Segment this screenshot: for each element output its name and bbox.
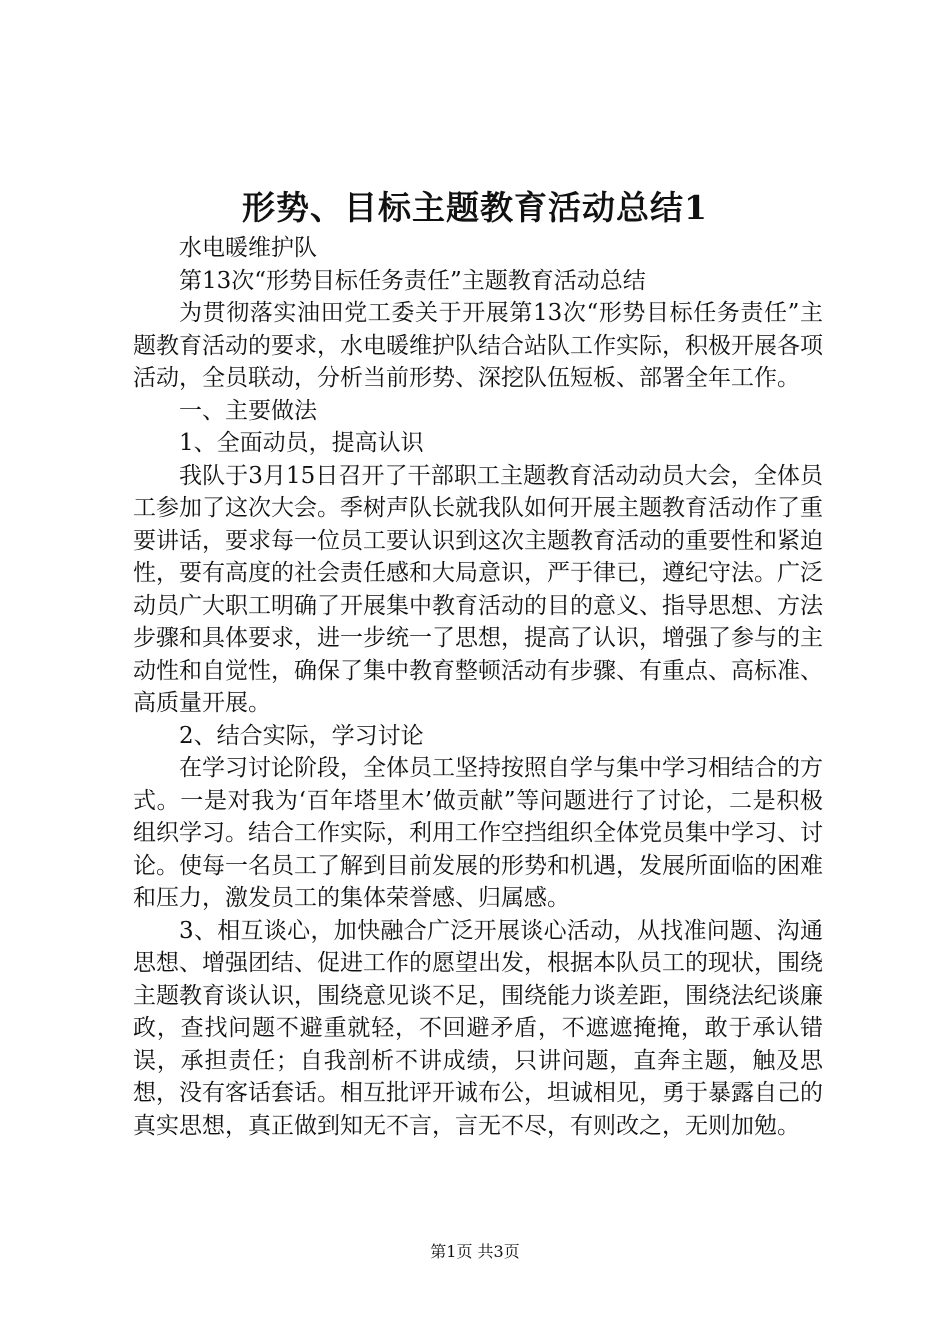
paragraph-subtitle: 第13次“形势目标任务责任”主题教育活动总结 (179, 267, 646, 294)
subheading-study-discussion: 2、结合实际，学习讨论 (179, 722, 424, 749)
paragraph-study-discussion: 在学习讨论阶段，全体员工坚持按照自学与集中学习相结合的方式。一是对我为‘百年塔里木’做贡献”等问题进行了讨论，二是积极组织学习。结合工作实际，利用工作空挡组织全体党员集中学习、讨论。使每一名员工了解到目前发展的形势和机遇，发展所面临的困难和压力，激发员工的集体荣誉感、归属感。 (133, 755, 823, 911)
section-heading-main-practices: 一、主要做法 (179, 397, 317, 424)
paragraph-mobilization: 我队于3月15日召开了干部职工主题教育活动动员大会，全体员工参加了这次大会。季树声队长就我队如何开展主题教育活动作了重要讲话，要求每一位员工要认识到这次主题教育活动的重要性和紧迫性，要有高度的社会责任感和大局意识，严于律已，遵纪守法。广泛动员广大职工明确了开展集中教育活动的目的意义、指导思想、方法步骤和具体要求，进一步统一了思想，提高了认识，增强了参与的主动性和自觉性，确保了集中教育整顿活动有步骤、有重点、高标准、高质量开展。 (133, 462, 823, 716)
document-title: 形势、目标主题教育活动总结1 (242, 188, 708, 227)
paragraph-team-name: 水电暖维护队 (179, 235, 317, 261)
document-body (133, 232, 823, 1142)
paragraph-intro: 为贯彻落实油田党工委关于开展第13次“形势目标任务责任”主题教育活动的要求，水电暖维护队结合站队工作实际，积极开展各项活动，全员联动，分析当前形势、深挖队伍短板、部署全年工作。 (133, 300, 823, 391)
paragraph-heart-to-heart: 3、相互谈心，加快融合广泛开展谈心活动，从找准问题、沟通思想、增强团结、促进工作的愿望出发，根据本队员工的现状，围绕主题教育谈认识，围绕意见谈不足，围绕能力谈差距，围绕法纪谈廉政，查找问题不避重就轻，不回避矛盾，不遮遮掩掩，敢于承认错误，承担责任；自我剖析不讲成绩，只讲问题，直奔主题，触及思想，没有客话套话。相互批评开诚布公，坦诚相见，勇于暴露自己的真实思想，真正做到知无不言，言无不尽，有则改之，无则加勉。 (133, 917, 823, 1139)
subheading-mobilization: 1、全面动员，提高认识 (179, 430, 424, 456)
page-number: 第1页 共3页 (430, 1242, 520, 1261)
